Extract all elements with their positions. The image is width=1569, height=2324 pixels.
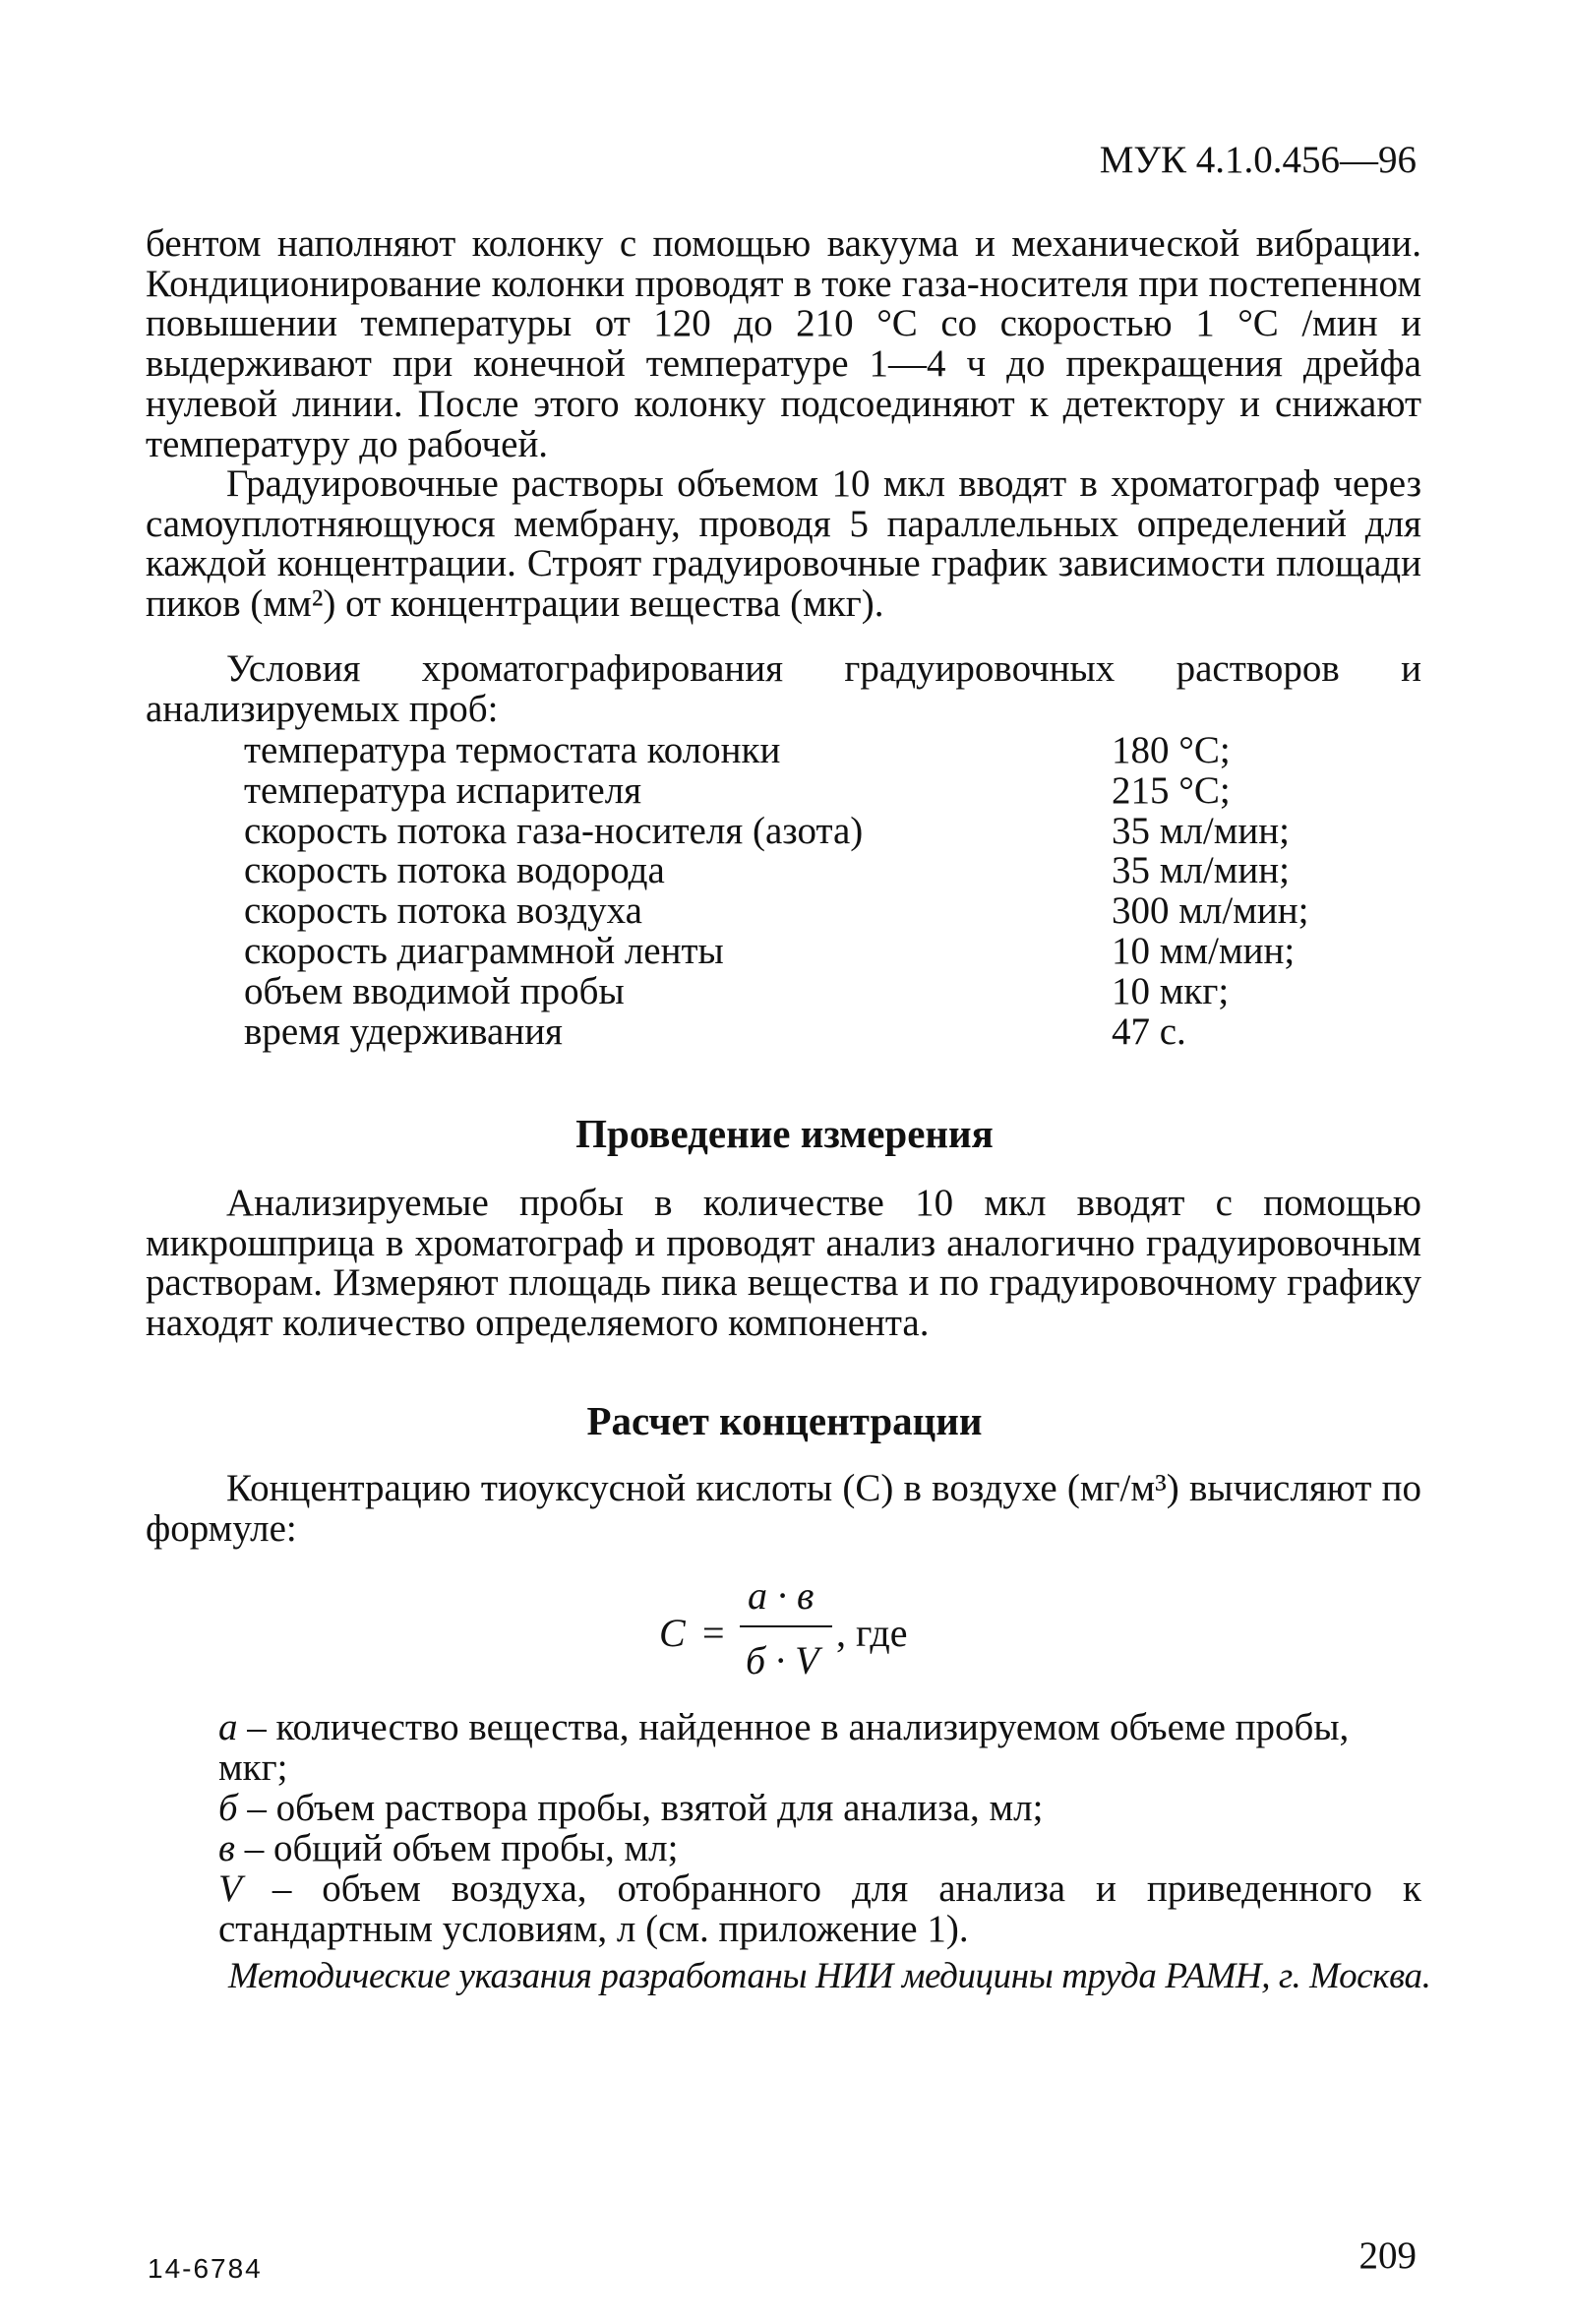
condition-row [244, 891, 1326, 932]
definition-symbol: V [218, 1867, 242, 1910]
condition-label: скорость потока воздуха [244, 889, 642, 933]
page-number: 209 [1358, 2234, 1417, 2277]
condition-row [244, 768, 1326, 812]
paragraph-measurement [146, 1184, 1421, 1344]
definition-row [218, 1868, 1421, 1949]
paragraph-text: Анализируемые пробы в количестве 10 мкл вводят с помощью микрошприца в хроматограф и проводят анализ аналогично градуировочным растворам. Измеряют площадь пика вещества и по градуировочному графику находят количество определяемого компонента. [146, 1182, 1421, 1345]
condition-row [244, 851, 1326, 891]
formula-equals: = [702, 1611, 725, 1655]
condition-value: 10 мкг; [1112, 969, 1230, 1012]
paragraph-column-preparation [146, 224, 1421, 464]
condition-row [244, 809, 1326, 852]
formula-denominator: б · V [746, 1638, 819, 1682]
definition-text: – общий объем пробы, мл; [234, 1827, 679, 1869]
condition-value: 215 °С; [1112, 768, 1231, 812]
definition-row [218, 1788, 1421, 1828]
condition-row [244, 969, 1326, 1012]
formula-suffix: , где [836, 1611, 908, 1655]
condition-label: скорость потока газа-носителя (азота) [244, 809, 864, 852]
formula-definitions [218, 1707, 1421, 1949]
condition-row [244, 1009, 1326, 1053]
definition-text: – объем раствора пробы, взятой для анализа, мл; [237, 1787, 1044, 1829]
definition-row [218, 1707, 1421, 1788]
condition-row [244, 731, 1326, 771]
paragraph-text: бентом наполняют колонку с помощью вакуума и механической вибрации. Кондиционирование колонки проводят в токе газа-носителя при постепенном повышении температуры от 120 до 210 °С со скоростью 1 °С /мин и выдерживают при конечной температуре 1—4 ч до прекращения дрейфа нулевой линии. После этого колонку подсоединяют к детектору и снижают температуру до рабочей. [146, 222, 1421, 465]
paragraph-calculation [146, 1469, 1421, 1549]
document-code: МУК 4.1.0.456—96 [1099, 139, 1417, 181]
section-heading-calculation: Расчет концентрации [586, 1398, 983, 1443]
fraction-bar [740, 1625, 832, 1627]
paragraph-calibration [146, 464, 1421, 625]
condition-value: 47 с. [1112, 1009, 1186, 1053]
definition-symbol: а [218, 1706, 238, 1748]
condition-value: 300 мл/мин; [1112, 889, 1309, 933]
definition-symbol: б [218, 1787, 238, 1829]
condition-value: 35 мл/мин; [1112, 809, 1290, 852]
condition-label: скорость диаграммной ленты [244, 929, 724, 972]
definition-row [218, 1828, 1421, 1868]
paragraph-conditions-intro [146, 649, 1421, 729]
paragraph-text: Градуировочные растворы объемом 10 мкл вводят в хроматограф через самоуплотняющуюся мембрану, проводя 5 параллельных определений для каждой концентрации. Строят градуировочные график зависимости площади пиков (мм²) от концентрации вещества (мкг). [146, 462, 1421, 626]
authorship-note: Методические указания разработаны НИИ медицины труда РАМН, г. Москва. [228, 1956, 1431, 1996]
condition-label: скорость потока водорода [244, 849, 665, 892]
condition-label: температура испарителя [244, 768, 642, 812]
concentration-formula [659, 1572, 954, 1700]
paragraph-text: Условия хроматографирования градуировочных растворов и анализируемых проб: [146, 647, 1421, 730]
condition-value: 180 °С; [1112, 729, 1231, 771]
section-heading-measurement: Проведение измерения [575, 1111, 994, 1156]
condition-row [244, 929, 1326, 972]
paragraph-text: Концентрацию тиоуксусной кислоты (С) в воздухе (мг/м³) вычисляют по формуле: [146, 1467, 1421, 1550]
definition-text: – объем воздуха, отобранного для анализа и приведенного к стандартным условиям, л (см. приложение 1). [218, 1867, 1421, 1950]
condition-label: время удерживания [244, 1009, 563, 1053]
definition-symbol: в [218, 1827, 235, 1869]
print-code: 14-6784 [148, 2253, 263, 2284]
definition-text: – количество вещества, найденное в анализируемом объеме пробы, мкг; [218, 1706, 1350, 1789]
formula-lhs: C [659, 1611, 686, 1655]
condition-label: температура термостата колонки [244, 729, 781, 771]
condition-label: объем вводимой пробы [244, 969, 625, 1012]
condition-value: 10 мм/мин; [1112, 929, 1296, 972]
formula-numerator: а · в [748, 1573, 815, 1618]
condition-value: 35 мл/мин; [1112, 849, 1290, 892]
chromatography-conditions-list [244, 731, 1326, 1052]
